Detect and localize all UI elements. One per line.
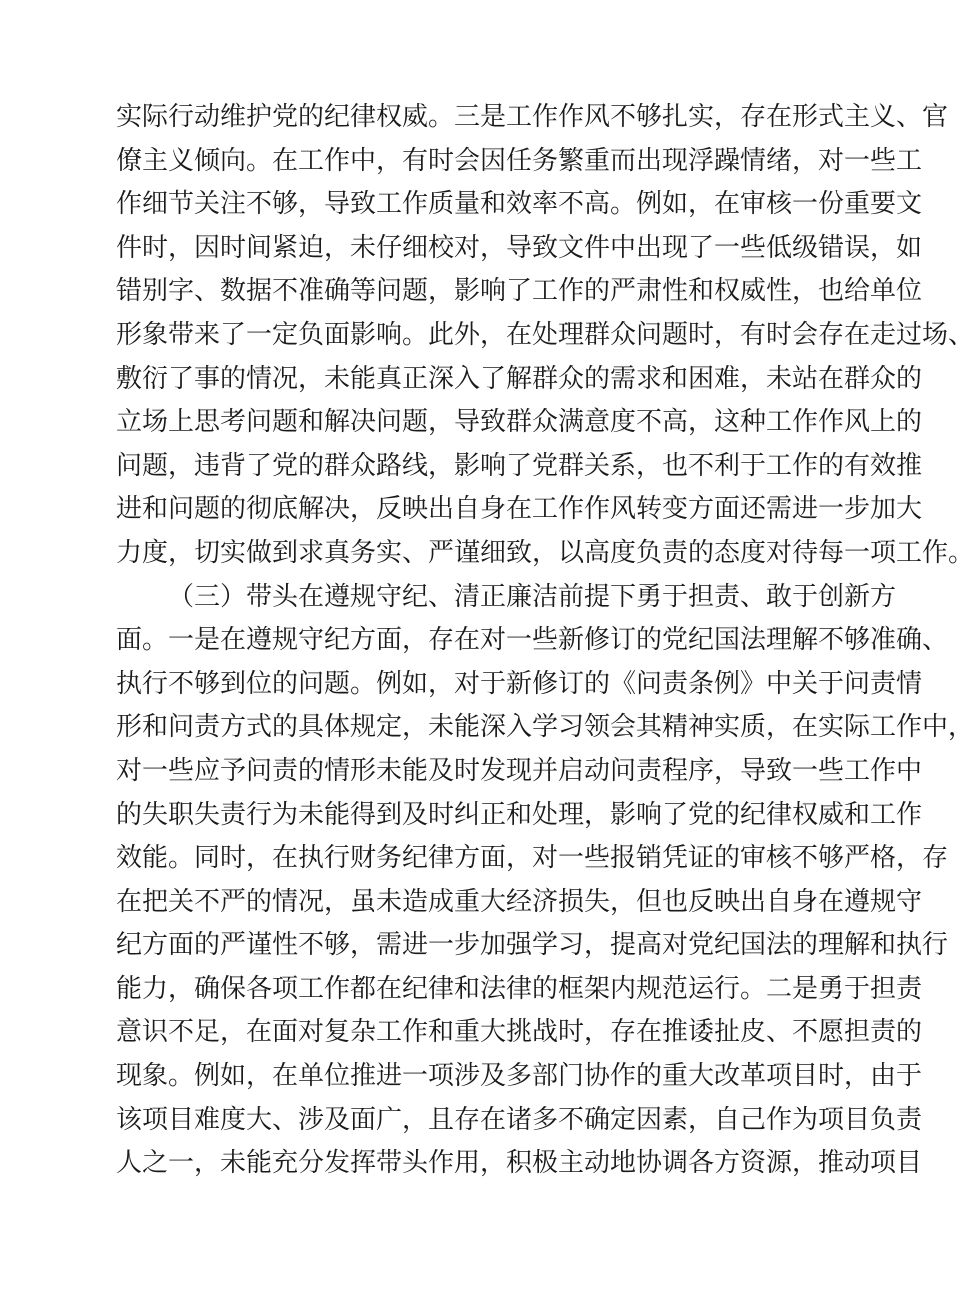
text-line: 效能。同时，在执行财务纪律方面，对一些报销凭证的审核不够严格，存 bbox=[116, 843, 949, 874]
text-line: 意识不足，在面对复杂工作和重大挑战时，存在推诿扯皮、不愿担责的 bbox=[116, 1017, 923, 1048]
text-line: 问题，违背了党的群众路线，影响了党群关系，也不利于工作的有效推 bbox=[116, 450, 923, 481]
text-line: 纪方面的严谨性不够，需进一步加强学习，提高对党纪国法的理解和执行 bbox=[116, 930, 949, 961]
text-line: 现象。例如，在单位推进一项涉及多部门协作的重大改革项目时，由于 bbox=[116, 1061, 923, 1092]
text-line: 立场上思考问题和解决问题，导致群众满意度不高，这种工作作风上的 bbox=[116, 407, 923, 438]
text-line: 该项目难度大、涉及面广，且存在诸多不确定因素，自己作为项目负责 bbox=[116, 1104, 923, 1135]
text-line: 对一些应予问责的情形未能及时发现并启动问责程序，导致一些工作中 bbox=[116, 755, 923, 786]
section-heading-line: （三）带头在遵规守纪、清正廉洁前提下勇于担责、敢于创新方 bbox=[168, 581, 897, 612]
text-line: 能力，确保各项工作都在纪律和法律的框架内规范运行。二是勇于担责 bbox=[116, 973, 923, 1004]
text-line: 执行不够到位的问题。例如，对于新修订的《问责条例》中关于问责情 bbox=[116, 668, 923, 699]
text-line: 力度，切实做到求真务实、严谨细致，以高度负责的态度对待每一项工作。 bbox=[116, 537, 974, 568]
text-line: 作细节关注不够，导致工作质量和效率不高。例如，在审核一份重要文 bbox=[116, 189, 923, 220]
text-line: 面。一是在遵规守纪方面，存在对一些新修订的党纪国法理解不够准确、 bbox=[116, 625, 949, 656]
text-line: 实际行动维护党的纪律权威。三是工作作风不够扎实，存在形式主义、官 bbox=[116, 102, 949, 132]
text-line: 错别字、数据不准确等问题，影响了工作的严肃性和权威性，也给单位 bbox=[116, 276, 923, 307]
document-body bbox=[116, 96, 974, 1186]
text-line: 僚主义倾向。在工作中，有时会因任务繁重而出现浮躁情绪，对一些工 bbox=[116, 145, 923, 176]
text-line: 件时，因时间紧迫，未仔细校对，导致文件中出现了一些低级错误，如 bbox=[116, 232, 923, 263]
text-line: 的失职失责行为未能得到及时纠正和处理，影响了党的纪律权威和工作 bbox=[116, 799, 923, 830]
text-line: 形象带来了一定负面影响。此外，在处理群众问题时，有时会存在走过场、 bbox=[116, 319, 974, 350]
text-line: 人之一，未能充分发挥带头作用，积极主动地协调各方资源，推动项目 bbox=[116, 1148, 923, 1179]
text-line: 敷衍了事的情况，未能真正深入了解群众的需求和困难，未站在群众的 bbox=[116, 363, 923, 394]
text-line: 形和问责方式的具体规定，未能深入学习领会其精神实质，在实际工作中， bbox=[116, 712, 974, 743]
text-line: 进和问题的彻底解决，反映出自身在工作作风转变方面还需进一步加大 bbox=[116, 494, 923, 525]
text-line: 在把关不严的情况，虽未造成重大经济损失，但也反映出自身在遵规守 bbox=[116, 886, 923, 917]
